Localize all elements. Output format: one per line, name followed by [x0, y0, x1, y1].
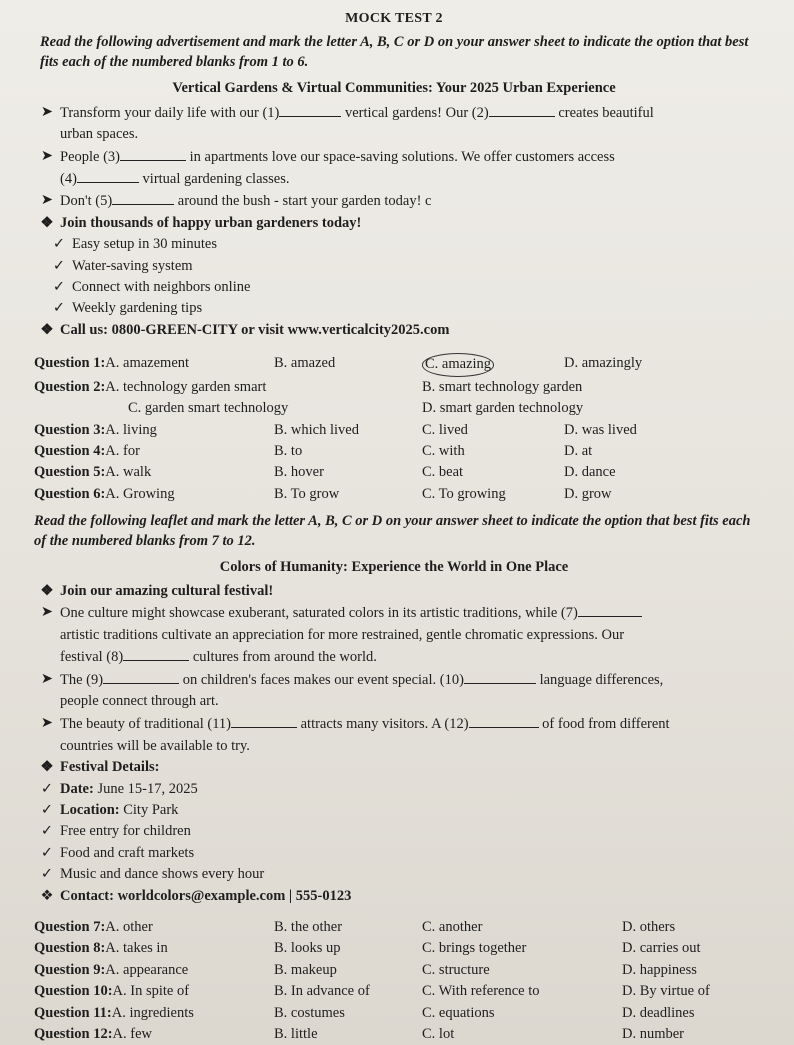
detail-item: ✓ Food and craft markets [34, 843, 754, 864]
arrow-bullet-icon: ➤ [40, 147, 54, 164]
diamond-bullet-icon: ❖ [40, 214, 54, 231]
arrow-bullet-icon: ➤ [40, 103, 54, 120]
join-line: ❖ Join thousands of happy urban gardeners today! [34, 213, 754, 234]
arrow-bullet-icon: ➤ [40, 603, 54, 620]
worksheet-page: MOCK TEST 2 Read the following advertisement and mark the letter A, B, C or D on your answer sheet to indicate the option that best fits each of the numbered blanks from 1 to 6. Vertical Gardens & Virtual Communities: Your 2025 Urban Experience ➤ Transform your daily life with our (1) vertical gardens! Our (2) creates beautiful urban spaces. ➤ People (3) in apartments love our space-saving solutions. We offer customers access (4) virtual gardening classes. ➤ Don't (5) around the bush - start your garden today! c ❖ Join thousands of happy urban gardeners today! ✓ Easy setup in 30 minutes ✓ Water-saving system ✓ Connect with neighbors online ✓ Weekly gardening tips ❖ Call us: 0800-GREEN-CITY or visit www.verticalcity2025.com Question 1:A. amazement B. amazed C. amazing D. amazingly Question 2:A. technology garden smart B. smart technology garden C. garden smart technology D. smart garden technology Question 3:A. living B. which lived C. lived D. was lived Question 4:A. for B. to C. with D. at Question 5:A. walk B. hover C. beat D. dance Question 6:A. Growing B. To grow C. To growing D. grow Read the following leaflet and mark the letter A, B, C or D on your answer sheet to indicate the option that best fits each of the numbered blanks from 7 to 12. Colors of Humanity: Experience the World in One Place ❖ Join our amazing cultural festival! ➤ One culture might showcase exuberant, saturated colors in its artistic traditions, while (7) artistic traditions cultivate an appreciation for more restrained, gentle chromatic expressions. Our festival (8) cultures from around the world. ➤ The (9) on children's faces makes our event special. (10) language differences, people connect through art. ➤ The beauty of traditional (11) attracts many visitors. A (12) of food from different countries will be available to try. ❖ Festival Details: ✓ Date: June 15-17, 2025 ✓ Location: City Park ✓ Free entry for children ✓ Food and craft markets ✓ Music and dance shows every hour ❖ Contact: worldcolors@example.com | 555-0123 Question 7:A. other B. the other C. another D. others Question 8:A. takes in B. looks up C. brings together D. carries out Question 9:A. appearance B. makeup C. structure D. happiness Question 10:A. In spite of B. In advance of C. With reference to D. By virtue of Question 11:A. ingredients B. costumes C. equations D. deadlines Question 12:A. few B. little C. lot D. number [0, 0, 794, 1045]
detail-item: ✓ Music and dance shows every hour [34, 864, 754, 885]
call-line: ❖ Call us: 0800-GREEN-CITY or visit www.verticalcity2025.com [34, 320, 754, 341]
check-icon: ✓ [40, 801, 54, 818]
diamond-bullet-icon: ❖ [40, 887, 54, 904]
blank-11 [231, 713, 297, 728]
question-row-3: Question 3:A. living B. which lived C. lived D. was lived [34, 421, 637, 438]
blank-7 [578, 602, 642, 617]
question-row-10: Question 10:A. In spite of B. In advance of C. With reference to D. By virtue of [34, 983, 710, 1000]
part1-instruction: Read the following advertisement and mark the letter A, B, C or D on your answer sheet to indicate the option that best fits each of the numbered blanks from 1 to 6. [40, 34, 749, 71]
festival-details-heading: ❖ Festival Details: [34, 757, 754, 778]
blank-4 [77, 168, 139, 183]
blank-10 [464, 669, 536, 684]
check-item: ✓ Connect with neighbors online [34, 277, 754, 298]
contact-line: ❖ Contact: worldcolors@example.com | 555-0123 [34, 886, 754, 907]
arrow-bullet-icon: ➤ [40, 670, 54, 687]
check-item: ✓ Easy setup in 30 minutes [34, 234, 754, 255]
question-row-4: Question 4:A. for B. to C. with D. at [34, 442, 593, 459]
check-icon: ✓ [52, 279, 66, 296]
check-icon: ✓ [40, 780, 54, 797]
diamond-bullet-icon: ❖ [40, 759, 54, 776]
diamond-bullet-icon: ❖ [40, 321, 54, 338]
festival-join: ❖ Join our amazing cultural festival! [34, 581, 754, 602]
question-row-1: Question 1:A. amazement B. amazed C. amazing D. amazingly [34, 353, 754, 376]
check-icon: ✓ [52, 257, 66, 274]
detail-item: ✓ Date: June 15-17, 2025 [34, 779, 754, 800]
question-row-11: Question 11:A. ingredients B. costumes C. equations D. deadlines [34, 1004, 695, 1021]
check-item: ✓ Water-saving system [34, 256, 754, 277]
leaflet-bullet-3: ➤ The beauty of traditional (11) attracts many visitors. A (12) of food from different [34, 713, 754, 736]
question-row-8: Question 8:A. takes in B. looks up C. brings together D. carries out [34, 940, 701, 957]
check-icon: ✓ [52, 236, 66, 253]
part2-instruction: Read the following leaflet and mark the letter A, B, C or D on your answer sheet to indicate the option that best fits each of the numbered blanks from 7 to 12. [34, 513, 751, 550]
arrow-bullet-icon: ➤ [40, 714, 54, 731]
question-row-12: Question 12:A. few B. little C. lot D. number [34, 1025, 685, 1042]
leaflet-bullet-2: ➤ The (9) on children's faces makes our event special. (10) language differences, [34, 669, 754, 692]
question-row-2b: C. garden smart technology D. smart garden technology [128, 400, 584, 417]
detail-item: ✓ Location: City Park [34, 800, 754, 821]
ad-bullet-1: ➤ Transform your daily life with our (1) vertical gardens! Our (2) creates beautiful [34, 102, 754, 124]
question-row-7: Question 7:A. other B. the other C. another D. others [34, 918, 676, 935]
blank-2 [489, 102, 555, 117]
check-icon: ✓ [40, 823, 54, 840]
arrow-bullet-icon: ➤ [40, 192, 54, 209]
diamond-bullet-icon: ❖ [40, 582, 54, 599]
check-icon: ✓ [52, 300, 66, 317]
check-icon: ✓ [40, 866, 54, 883]
circled-answer: C. amazing [422, 353, 494, 376]
question-row-9: Question 9:A. appearance B. makeup C. structure D. happiness [34, 961, 697, 978]
question-row-5: Question 5:A. walk B. hover C. beat D. dance [34, 464, 616, 481]
blank-9 [103, 669, 179, 684]
blank-5 [112, 190, 174, 205]
check-icon: ✓ [40, 844, 54, 861]
detail-item: ✓ Free entry for children [34, 821, 754, 842]
check-item: ✓ Weekly gardening tips [34, 298, 754, 319]
blank-3 [120, 146, 186, 161]
blank-12 [469, 713, 539, 728]
question-row-2: Question 2:A. technology garden smart B. smart technology garden [34, 378, 583, 395]
ad-bullet-3: ➤ Don't (5) around the bush - start your garden today! c [34, 190, 754, 212]
blank-8 [123, 646, 189, 661]
leaflet-title: Colors of Humanity: Experience the World in One Place [219, 559, 569, 576]
ad-title: Vertical Gardens & Virtual Communities: Your 2025 Urban Experience [172, 80, 616, 97]
ad-bullet-2: ➤ People (3) in apartments love our space-saving solutions. We offer customers access [34, 146, 754, 168]
leaflet-bullet-1: ➤ One culture might showcase exuberant, saturated colors in its artistic traditions, while (7) [34, 602, 754, 625]
page-title: MOCK TEST 2 [345, 11, 443, 26]
blank-1 [279, 102, 341, 117]
question-row-6: Question 6:A. Growing B. To grow C. To growing D. grow [34, 485, 612, 502]
